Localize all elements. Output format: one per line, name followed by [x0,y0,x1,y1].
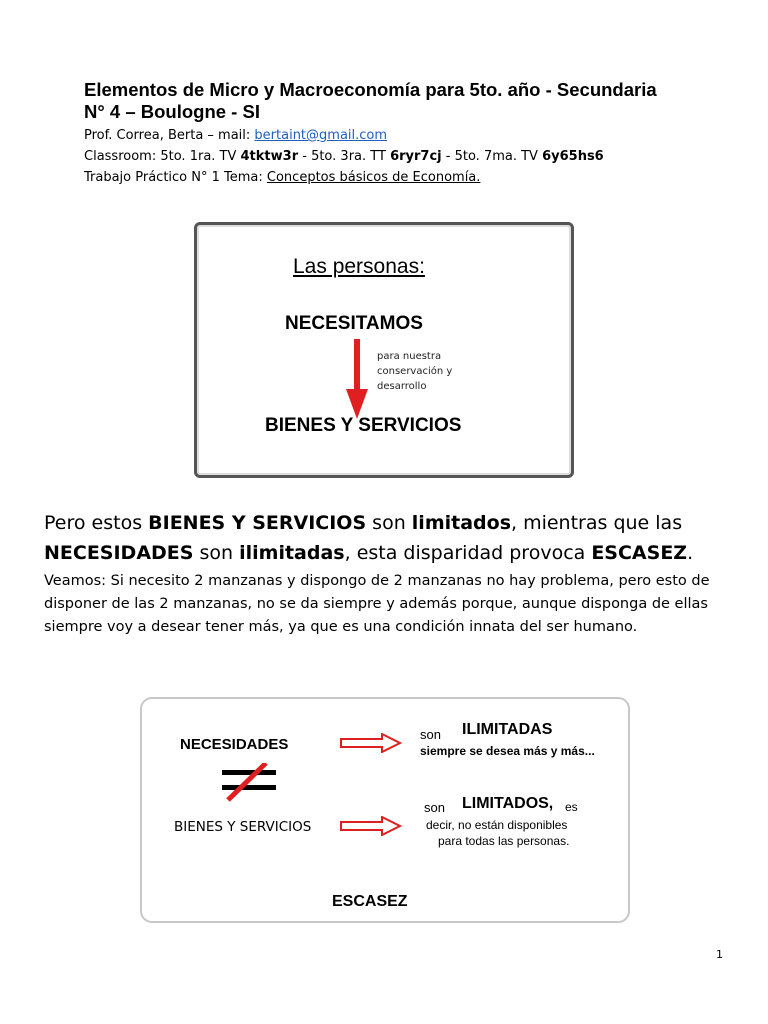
assignment-topic: Conceptos básicos de Economía. [266,170,481,185]
lead-text-2: son [366,512,412,534]
body-text: Veamos: Si necesito 2 manzanas y dispongo de 2 manzanas no hay problema, pero esto de disponer de las 2 manzanas, no se da siempre y además porque, aunque disponga de ellas siempre voy a desear tener más, ya que es una condición innata del ser humano. [44,573,710,635]
note-line-2: conservación y [377,366,453,377]
classroom-sep-1: - 5to. 3ra. TT [298,149,391,164]
classroom-label: Classroom: 5to. 1ra. TV [84,149,241,164]
classroom-line [84,146,744,167]
lead-bold-1: BIENES Y SERVICIOS [148,512,367,534]
lead-text-1: Pero estos [44,512,149,534]
teacher-line [84,125,744,146]
email-link[interactable]: bertaint@gmail.com [254,128,388,143]
right-arrow-icon [340,733,402,753]
es-label: es [565,800,578,814]
title-line-1: Elementos de Micro y Macroeconomía para 5to. año - Secundaria [84,79,657,100]
explanation-paragraph [44,508,734,639]
not-equal-icon [222,763,278,803]
goods-label: BIENES Y SERVICIOS [174,819,312,835]
lead-text [44,508,734,568]
son-label-2: son [424,800,445,815]
scarcity-label: ESCASEZ [332,893,408,910]
needs-diagram [194,222,574,478]
unlimited-note: siempre se desea más y más... [420,744,595,758]
lead-bold-4: ilimitadas [239,542,345,564]
lead-text-3: , mientras que las [511,512,683,534]
lead-text-4: son [193,542,240,564]
document-header [84,79,744,188]
lead-bold-2: limitados [411,512,511,534]
document-title [84,79,744,123]
teacher-label: Prof. Correa, Berta – mail: [84,128,255,143]
lead-bold-3: NECESIDADES [44,542,194,564]
scarcity-diagram [140,697,630,923]
classroom-code-3: 6y65hs6 [542,149,604,164]
note-line-1: para nuestra [377,351,442,362]
lead-text-5: , esta disparidad provoca [344,542,592,564]
lead-bold-5: ESCASEZ [591,542,688,564]
limited-note-1: decir, no están disponibles [426,818,568,832]
right-arrow-icon [340,816,402,836]
assignment-line [84,167,744,188]
limited-label: LIMITADOS, [462,795,554,812]
diagram-title: Las personas: [293,255,425,278]
page-number: 1 [716,948,723,961]
diagram-need-label: NECESITAMOS [285,313,423,334]
classroom-code-1: 4tktw3r [240,149,299,164]
title-line-2: N° 4 – Boulogne - SI [84,101,260,122]
needs-label: NECESIDADES [180,736,289,753]
unlimited-label: ILIMITADAS [462,721,553,738]
assignment-label: Trabajo Práctico N° 1 Tema: [84,170,267,185]
limited-note-2: para todas las personas. [438,834,570,848]
classroom-code-2: 6ryr7cj [390,149,442,164]
son-label-1: son [420,727,441,742]
note-line-3: desarrollo [377,381,427,392]
down-arrow-icon [345,339,369,421]
diagram-goods-label: BIENES Y SERVICIOS [265,415,462,436]
classroom-sep-2: - 5to. 7ma. TV [441,149,543,164]
lead-text-6: . [687,542,694,564]
diagram-note [377,349,452,394]
